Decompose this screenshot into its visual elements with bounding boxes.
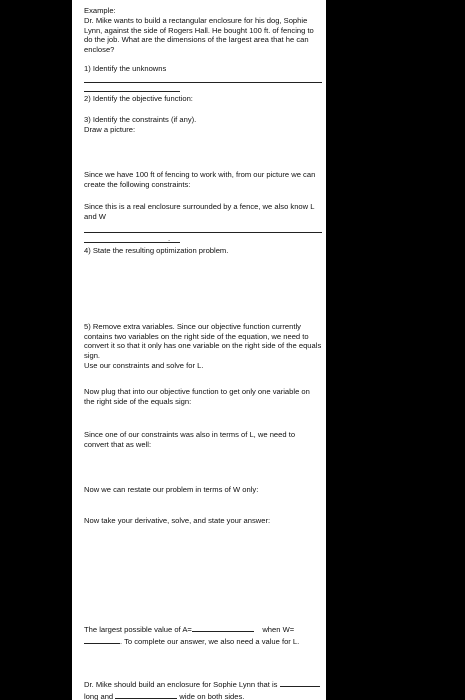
restate-problem-text: Now we can restate our problem in terms of W only: <box>84 485 259 494</box>
width-blank[interactable] <box>84 635 120 644</box>
width-final-blank[interactable] <box>115 690 177 699</box>
answer-part-1: The largest possible value of A= <box>84 625 192 634</box>
final-part-3: wide on both sides. <box>179 691 245 700</box>
answer-line <box>84 242 180 243</box>
step-1-label: 1) Identify the unknowns <box>84 64 167 73</box>
answer-part-2: when <box>262 625 281 634</box>
derivative-text: Now take your derivative, solve, and state your answer: <box>84 516 271 525</box>
step-5-text: 5) Remove extra variables. Since our objective function currently contains two variables on the right side of the equation, we need to convert it so that it only has one variable on the right side of the equals sign. <box>84 322 322 360</box>
step-4-label: 4) State the resulting optimization problem. <box>84 246 229 255</box>
final-part-1: Dr. Mike should build an enclosure for Sophie Lynn that is <box>84 680 278 689</box>
answer-line <box>84 82 322 83</box>
final-answer <box>84 678 322 700</box>
step-3-label: 3) Identify the constraints (if any). <box>84 115 197 124</box>
example-heading: Example: <box>84 6 116 15</box>
length-blank[interactable] <box>280 678 320 687</box>
real-enclosure-text: Since this is a real enclosure surrounded by a fence, we also know L and W <box>84 202 315 221</box>
answer-part-3: W= <box>282 625 295 634</box>
problem-statement: Dr. Mike wants to build a rectangular enclosure for his dog, Sophie Lynn, against the side of Rogers Hall. He bought 100 ft. of fencing to do the job. What are the dimensions of the largest area that he can enclose? <box>84 16 314 54</box>
convert-constraint-text: Since one of our constraints was also in terms of L, we need to convert that as well: <box>84 430 296 449</box>
largest-area-answer <box>84 623 322 646</box>
answer-line <box>84 91 180 92</box>
plug-in-text: Now plug that into our objective function to get only one variable on the right side of the equals sign: <box>84 387 310 406</box>
area-blank[interactable] <box>192 623 254 632</box>
final-part-2: long and <box>84 691 114 700</box>
period-mark: . <box>168 234 171 243</box>
answer-part-4: . To complete our answer, we also need a value for L. <box>120 636 300 646</box>
answer-line <box>84 232 322 233</box>
fencing-constraint-text: Since we have 100 ft of fencing to work with, from our picture we can create the following constraints: <box>84 170 316 189</box>
step-2-label: 2) Identify the objective function: <box>84 94 193 103</box>
draw-picture-label: Draw a picture: <box>84 125 136 134</box>
step-5-instruction: Use our constraints and solve for L. <box>84 361 204 370</box>
worksheet-page <box>72 0 326 700</box>
